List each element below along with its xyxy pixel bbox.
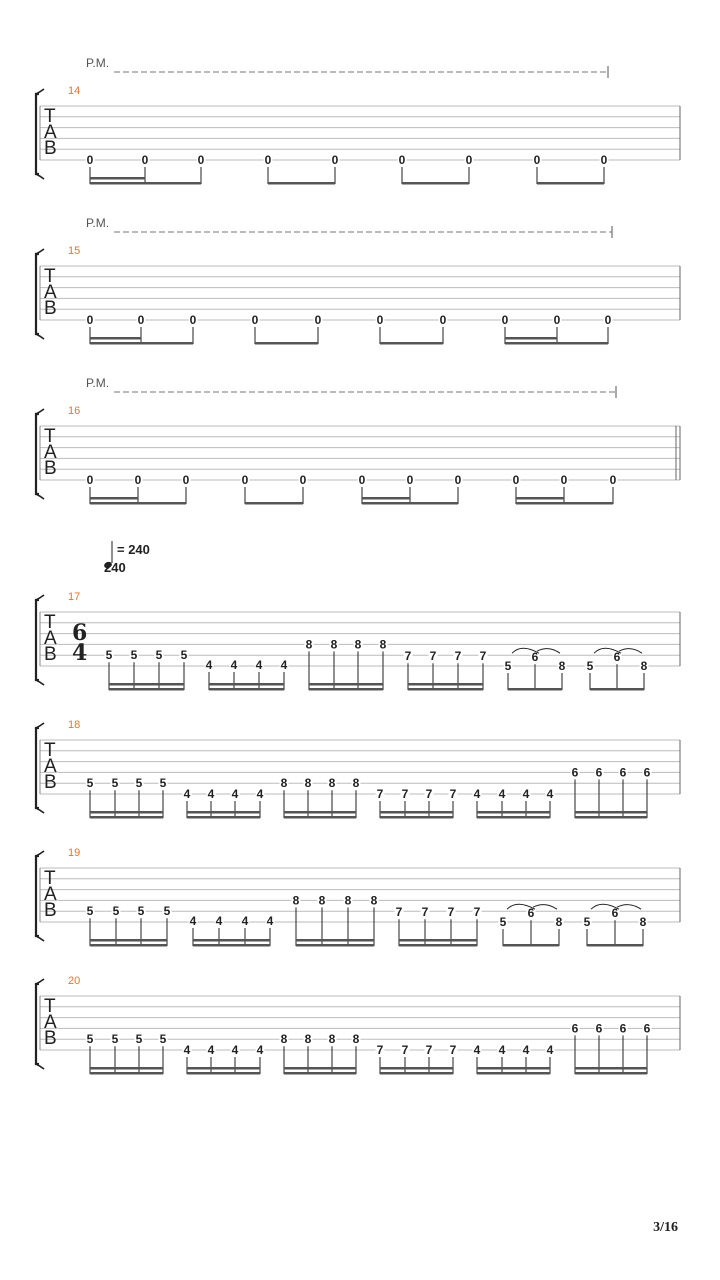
fret-number: 7 xyxy=(425,787,433,801)
fret-number: 7 xyxy=(404,649,412,664)
beam xyxy=(380,816,453,819)
fret-number: 0 xyxy=(137,313,145,327)
system-bracket xyxy=(36,984,39,1064)
fret-number: 0 xyxy=(182,473,190,487)
fret-number: 8 xyxy=(280,776,288,791)
fret-number: 4 xyxy=(256,1043,264,1057)
fret-number: 8 xyxy=(640,659,648,673)
tab-clef-letter: A xyxy=(44,1012,57,1033)
sixteenth-beam xyxy=(284,811,356,814)
tab-clef-letter: B xyxy=(44,900,57,921)
fret-number: 4 xyxy=(241,914,249,928)
tab-clef-letter: B xyxy=(44,298,57,319)
fret-number: 0 xyxy=(314,313,322,327)
beam xyxy=(309,688,383,691)
system-bracket xyxy=(36,414,39,494)
beam xyxy=(408,688,483,691)
beam xyxy=(508,688,562,691)
fret-number: 5 xyxy=(86,776,94,791)
beam xyxy=(187,816,260,819)
beam xyxy=(245,502,303,505)
fret-number: 0 xyxy=(86,473,94,487)
sixteenth-beam xyxy=(90,497,138,500)
fret-number: 8 xyxy=(344,893,352,908)
measure-number: 18 xyxy=(68,719,81,731)
beam xyxy=(477,1072,550,1075)
beam xyxy=(477,816,550,819)
fret-number: 7 xyxy=(454,649,462,664)
fret-number: 6 xyxy=(613,650,621,665)
fret-number: 5 xyxy=(159,776,167,791)
fret-number: 7 xyxy=(449,1043,457,1057)
tab-clef-letter: T xyxy=(44,740,56,761)
sixteenth-beam xyxy=(399,939,477,942)
beam xyxy=(284,1072,356,1075)
time-signature-top: 6 xyxy=(72,620,88,646)
fret-number: 0 xyxy=(331,153,339,167)
fret-number: 4 xyxy=(207,787,215,801)
sixteenth-beam xyxy=(380,1067,453,1070)
fret-number: 4 xyxy=(473,1043,481,1057)
tab-clef-letter: B xyxy=(44,644,57,665)
fret-number: 7 xyxy=(421,905,429,920)
fret-number: 4 xyxy=(231,1043,239,1057)
tab-clef-letter: B xyxy=(44,458,57,479)
fret-number: 0 xyxy=(189,313,197,327)
tab-clef-letter: B xyxy=(44,138,57,159)
beam xyxy=(90,944,167,947)
beam xyxy=(109,688,184,691)
fret-number: 8 xyxy=(352,1032,360,1047)
fret-number: 4 xyxy=(215,914,223,928)
fret-number: 0 xyxy=(465,153,473,167)
fret-number: 7 xyxy=(449,787,457,801)
fret-number: 7 xyxy=(401,787,409,801)
sixteenth-beam xyxy=(90,1067,163,1070)
sixteenth-beam xyxy=(187,1067,260,1070)
system-bracket xyxy=(36,856,39,936)
fret-number: 4 xyxy=(473,787,481,801)
fret-number: 4 xyxy=(205,658,213,672)
fret-number: 4 xyxy=(498,1043,506,1057)
sixteenth-beam xyxy=(477,811,550,814)
fret-number: 8 xyxy=(352,776,360,791)
fret-number: 8 xyxy=(558,659,566,673)
fret-number: 0 xyxy=(609,473,617,487)
fret-number: 7 xyxy=(479,649,487,664)
sixteenth-beam xyxy=(575,811,647,814)
fret-number: 6 xyxy=(571,1021,579,1036)
slur xyxy=(533,905,557,910)
fret-number: 8 xyxy=(304,776,312,791)
fret-number: 6 xyxy=(619,1021,627,1036)
fret-number: 4 xyxy=(546,1043,554,1057)
fret-number: 7 xyxy=(376,1043,384,1057)
fret-number: 0 xyxy=(439,313,447,327)
fret-number: 4 xyxy=(280,658,288,672)
fret-number: 4 xyxy=(183,1043,191,1057)
fret-number: 5 xyxy=(499,915,507,929)
system-bracket xyxy=(36,254,39,334)
fret-number: 7 xyxy=(395,905,403,920)
fret-number: 8 xyxy=(330,637,338,652)
tab-clef-letter: T xyxy=(44,612,56,633)
fret-number: 5 xyxy=(155,648,163,663)
fret-number: 0 xyxy=(251,313,259,327)
beam xyxy=(402,182,469,185)
tab-clef-letter: T xyxy=(44,106,56,127)
beam xyxy=(284,816,356,819)
fret-number: 0 xyxy=(134,473,142,487)
sixteenth-beam xyxy=(380,811,453,814)
fret-number: 8 xyxy=(379,637,387,652)
fret-number: 8 xyxy=(280,1032,288,1047)
fret-number: 6 xyxy=(527,906,535,921)
beam xyxy=(590,688,644,691)
beam xyxy=(575,1072,647,1075)
fret-number: 5 xyxy=(135,1032,143,1047)
fret-number: 0 xyxy=(264,153,272,167)
fret-number: 0 xyxy=(553,313,561,327)
measure-number: 20 xyxy=(68,975,81,987)
tab-clef-letter: T xyxy=(44,266,56,287)
beam xyxy=(90,342,193,345)
fret-number: 4 xyxy=(183,787,191,801)
fret-number: 5 xyxy=(112,904,120,919)
fret-number: 5 xyxy=(504,659,512,673)
fret-number: 8 xyxy=(305,637,313,652)
tab-clef-letter: A xyxy=(44,756,57,777)
fret-number: 4 xyxy=(255,658,263,672)
fret-number: 8 xyxy=(639,915,647,929)
fret-number: 7 xyxy=(401,1043,409,1057)
sixteenth-beam xyxy=(505,337,557,340)
fret-number: 0 xyxy=(600,153,608,167)
fret-number: 5 xyxy=(163,904,171,919)
sixteenth-beam xyxy=(187,811,260,814)
fret-number: 0 xyxy=(141,153,149,167)
fret-number: 4 xyxy=(207,1043,215,1057)
measure-number: 17 xyxy=(68,591,81,603)
sixteenth-beam xyxy=(90,337,141,340)
fret-number: 4 xyxy=(256,787,264,801)
fret-number: 8 xyxy=(318,893,326,908)
beam xyxy=(587,944,643,947)
sixteenth-beam xyxy=(90,811,163,814)
tempo-marking: = 240 xyxy=(117,542,150,557)
beam xyxy=(505,342,608,345)
fret-number: 4 xyxy=(522,1043,530,1057)
beam xyxy=(503,944,559,947)
fret-number: 0 xyxy=(358,473,366,487)
measure-number: 16 xyxy=(68,405,81,417)
fret-number: 7 xyxy=(429,649,437,664)
sixteenth-beam xyxy=(90,939,167,942)
fret-number: 6 xyxy=(571,765,579,780)
tab-clef-letter: A xyxy=(44,442,57,463)
time-signature-bottom: 4 xyxy=(72,640,88,666)
fret-number: 6 xyxy=(595,1021,603,1036)
fret-number: 7 xyxy=(473,905,481,920)
fret-number: 5 xyxy=(111,776,119,791)
fret-number: 4 xyxy=(230,658,238,672)
beam xyxy=(575,816,647,819)
palm-mute-label: P.M. xyxy=(86,376,110,390)
tempo-value: 240 xyxy=(104,560,126,575)
fret-number: 4 xyxy=(231,787,239,801)
fret-number: 6 xyxy=(619,765,627,780)
fret-number: 5 xyxy=(180,648,188,663)
fret-number: 0 xyxy=(398,153,406,167)
fret-number: 0 xyxy=(86,153,94,167)
fret-number: 0 xyxy=(241,473,249,487)
fret-number: 8 xyxy=(292,893,300,908)
fret-number: 8 xyxy=(370,893,378,908)
fret-number: 8 xyxy=(354,637,362,652)
tab-clef-letter: T xyxy=(44,996,56,1017)
fret-number: 8 xyxy=(555,915,563,929)
sixteenth-beam xyxy=(209,683,284,686)
sixteenth-beam xyxy=(296,939,374,942)
fret-number: 4 xyxy=(266,914,274,928)
fret-number: 5 xyxy=(586,659,594,673)
beam xyxy=(187,1072,260,1075)
fret-number: 6 xyxy=(531,650,539,665)
fret-number: 0 xyxy=(406,473,414,487)
sixteenth-beam xyxy=(575,1067,647,1070)
tab-clef-letter: A xyxy=(44,282,57,303)
fret-number: 0 xyxy=(533,153,541,167)
fret-number: 0 xyxy=(299,473,307,487)
fret-number: 0 xyxy=(376,313,384,327)
fret-number: 4 xyxy=(189,914,197,928)
measure-number: 14 xyxy=(68,85,81,97)
palm-mute-label: P.M. xyxy=(86,56,110,70)
palm-mute-label: P.M. xyxy=(86,216,110,230)
fret-number: 5 xyxy=(137,904,145,919)
slur xyxy=(617,905,641,910)
system-bracket xyxy=(36,94,39,174)
beam xyxy=(90,182,201,185)
fret-number: 8 xyxy=(328,776,336,791)
system-bracket xyxy=(36,728,39,808)
beam xyxy=(380,342,443,345)
tab-clef-letter: A xyxy=(44,628,57,649)
sixteenth-beam xyxy=(90,177,145,180)
fret-number: 7 xyxy=(447,905,455,920)
sixteenth-beam xyxy=(477,1067,550,1070)
beam xyxy=(399,944,477,947)
measure-number: 15 xyxy=(68,245,81,257)
fret-number: 6 xyxy=(611,906,619,921)
fret-number: 8 xyxy=(328,1032,336,1047)
fret-number: 4 xyxy=(522,787,530,801)
fret-number: 4 xyxy=(546,787,554,801)
fret-number: 0 xyxy=(197,153,205,167)
fret-number: 6 xyxy=(643,1021,651,1036)
sixteenth-beam xyxy=(309,683,383,686)
fret-number: 6 xyxy=(595,765,603,780)
sixteenth-beam xyxy=(284,1067,356,1070)
beam xyxy=(90,502,186,505)
fret-number: 5 xyxy=(111,1032,119,1047)
sixteenth-beam xyxy=(362,497,410,500)
beam xyxy=(90,816,163,819)
sixteenth-beam xyxy=(193,939,270,942)
fret-number: 8 xyxy=(304,1032,312,1047)
fret-number: 5 xyxy=(105,648,113,663)
fret-number: 0 xyxy=(560,473,568,487)
beam xyxy=(268,182,335,185)
beam xyxy=(296,944,374,947)
fret-number: 0 xyxy=(501,313,509,327)
beam xyxy=(90,1072,163,1075)
tab-clef-letter: A xyxy=(44,884,57,905)
beam xyxy=(362,502,458,505)
fret-number: 5 xyxy=(583,915,591,929)
sixteenth-beam xyxy=(109,683,184,686)
beam xyxy=(516,502,613,505)
tab-clef-letter: A xyxy=(44,122,57,143)
fret-number: 0 xyxy=(512,473,520,487)
fret-number: 0 xyxy=(86,313,94,327)
slur xyxy=(537,649,560,654)
sixteenth-beam xyxy=(516,497,564,500)
fret-number: 4 xyxy=(498,787,506,801)
system-bracket xyxy=(36,600,39,680)
fret-number: 5 xyxy=(86,1032,94,1047)
tab-clef-letter: B xyxy=(44,1028,57,1049)
beam xyxy=(255,342,318,345)
beam xyxy=(209,688,284,691)
fret-number: 0 xyxy=(604,313,612,327)
beam xyxy=(193,944,270,947)
measure-number: 19 xyxy=(68,847,81,859)
fret-number: 6 xyxy=(643,765,651,780)
sixteenth-beam xyxy=(408,683,483,686)
fret-number: 7 xyxy=(376,787,384,801)
page-number: 3/16 xyxy=(653,1220,678,1235)
beam xyxy=(537,182,604,185)
slur xyxy=(619,649,642,654)
fret-number: 5 xyxy=(130,648,138,663)
fret-number: 5 xyxy=(135,776,143,791)
fret-number: 7 xyxy=(425,1043,433,1057)
tab-clef-letter: B xyxy=(44,772,57,793)
tab-clef-letter: T xyxy=(44,426,56,447)
beam xyxy=(380,1072,453,1075)
fret-number: 5 xyxy=(159,1032,167,1047)
fret-number: 5 xyxy=(86,904,94,919)
fret-number: 0 xyxy=(454,473,462,487)
tab-clef-letter: T xyxy=(44,868,56,889)
